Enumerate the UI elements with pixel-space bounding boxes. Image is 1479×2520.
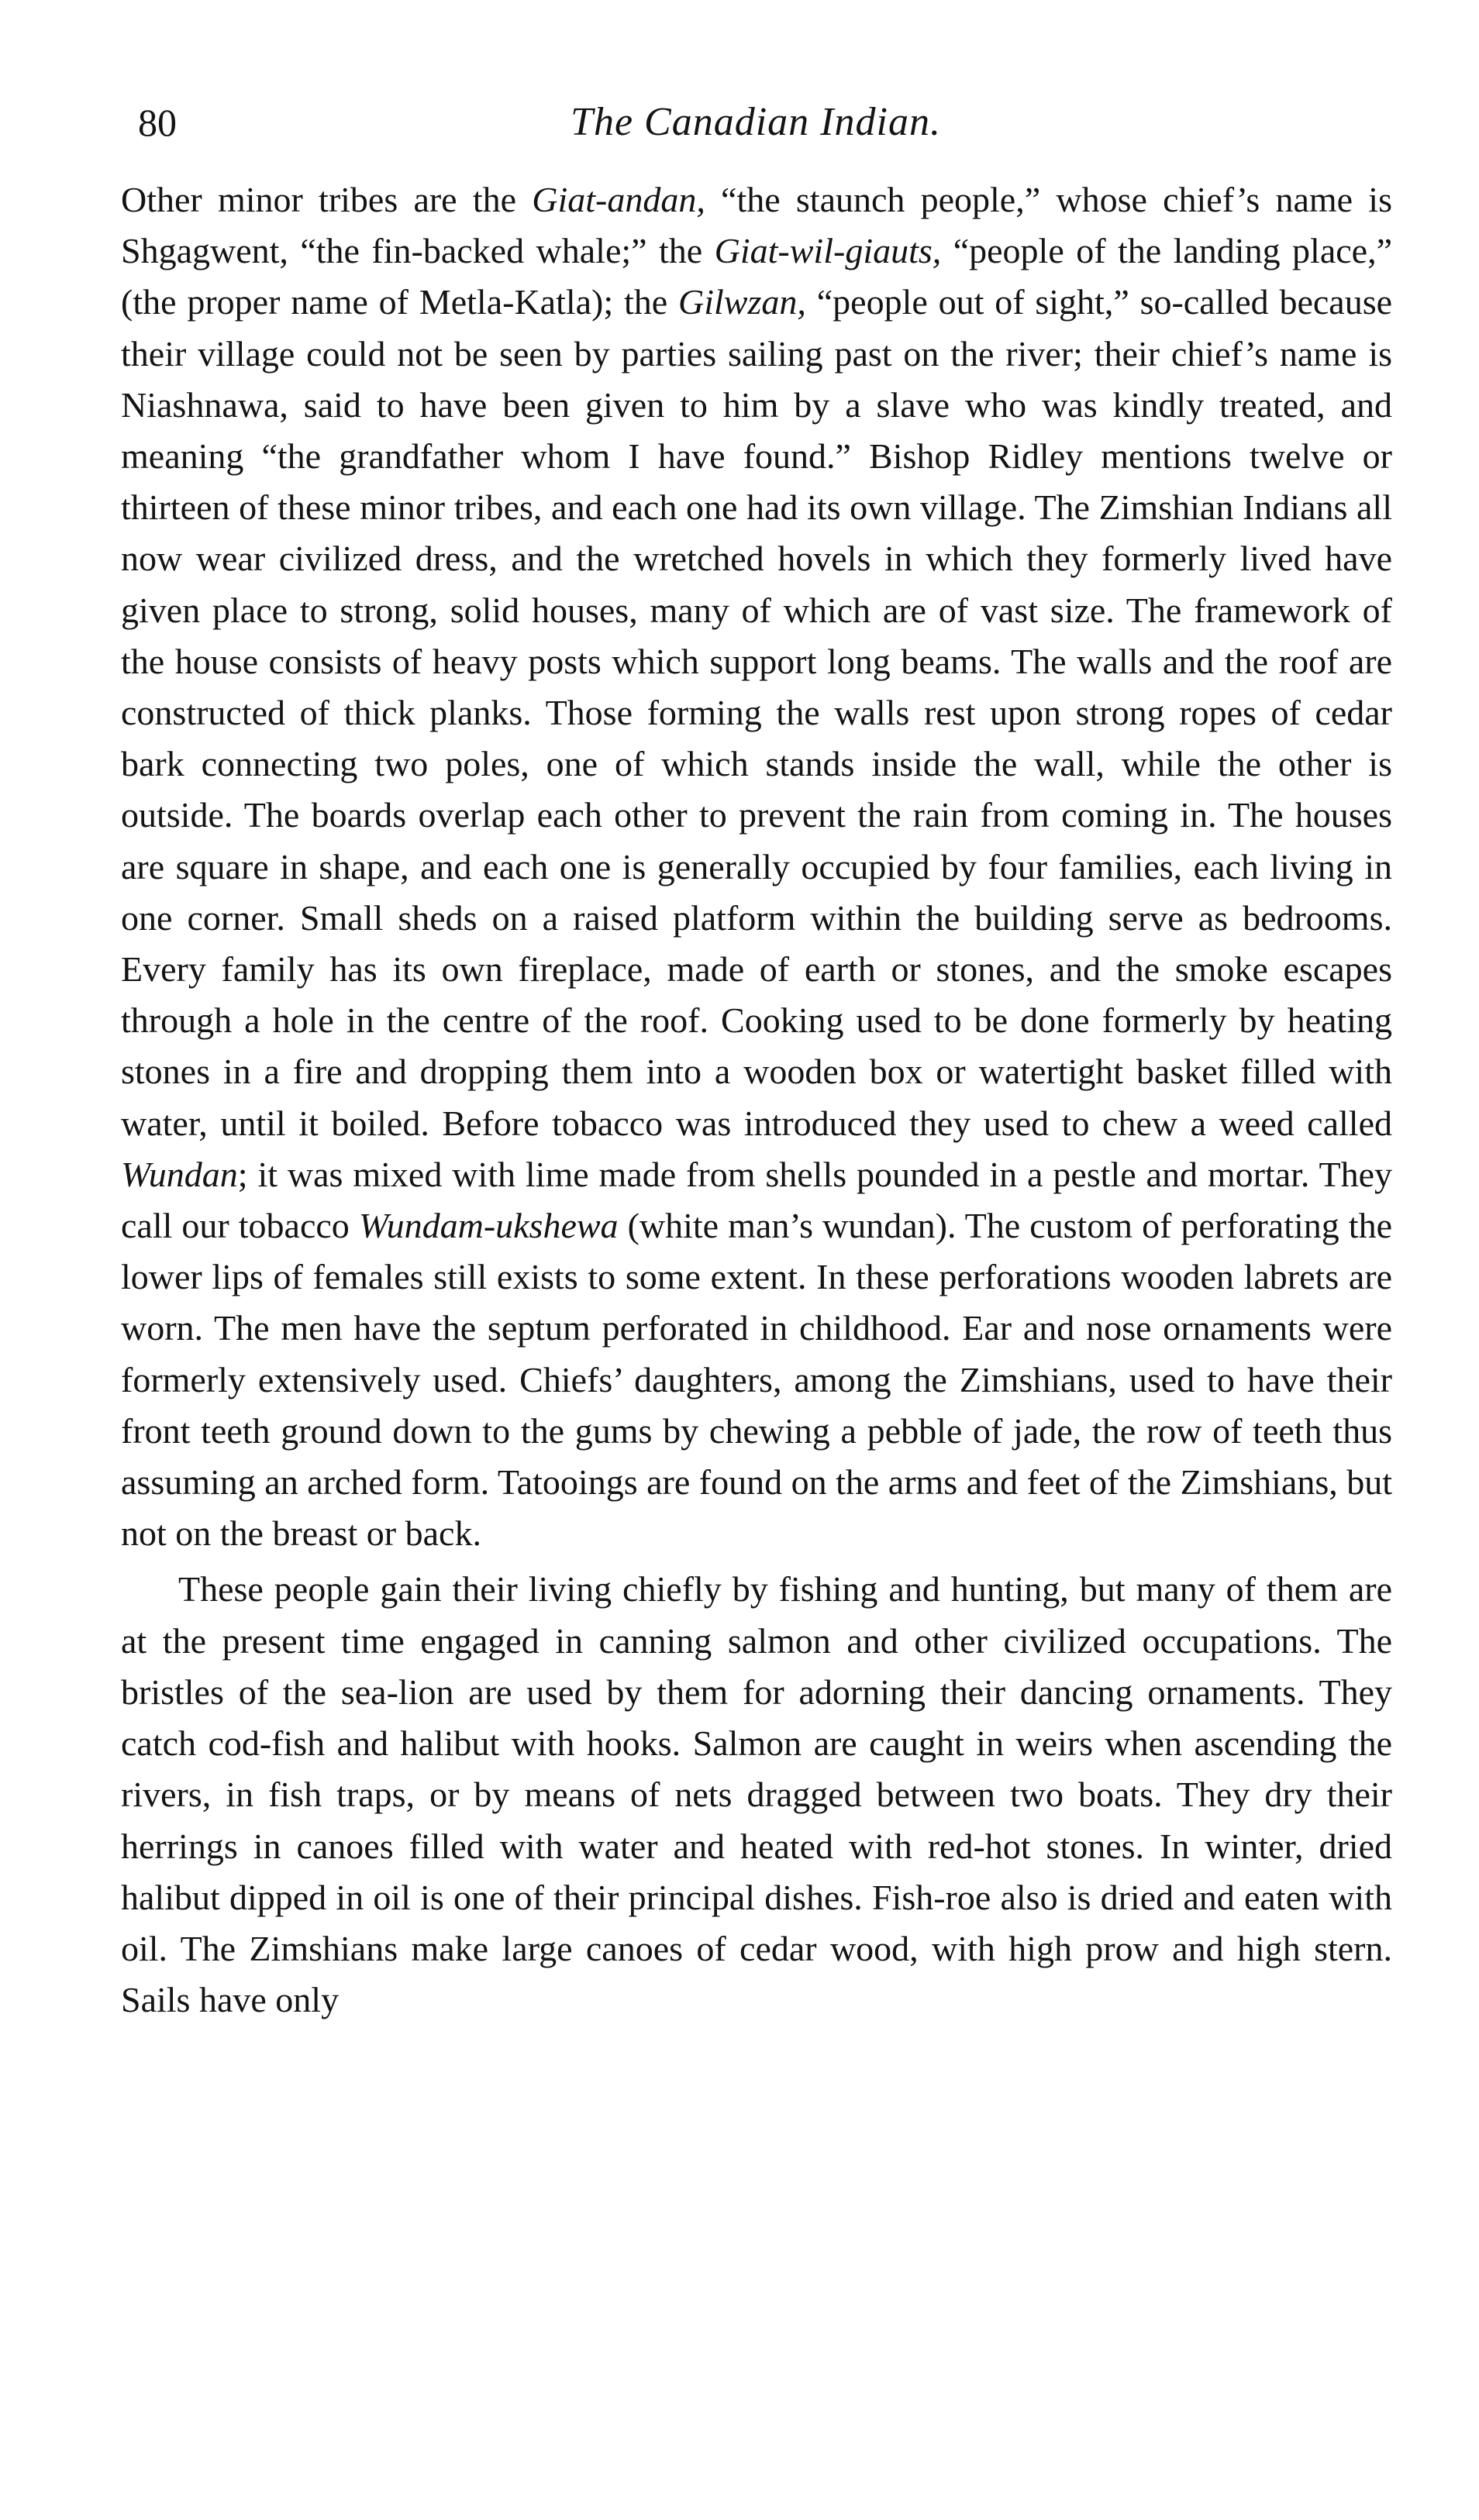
term-wundam-ukshewa: Wundam-ukshewa xyxy=(358,1206,619,1246)
text-segment: ; it was mixed with lime made from shells pounded in a pestle and mortar. They call our tobacco xyxy=(121,1154,1392,1246)
text-segment: “people out of sight,” so-called because their village could not be seen by parties sailing past on the river; their chief’s name is Niashnawa, said to have been given to him by a slave who was kindly treated, and meaning “the grandfather whom I have found.” Bishop Ridley mentions twelve or thirteen of these minor tribes, and each one had its own village. The Zimshian Indians all now wear civilized dress, and the wretched hovels in which they formerly lived have given place to strong, solid houses, many of which are of vast size. The framework of the house consists of heavy posts which support long beams. The walls and the roof are constructed of thick planks. Those forming the walls rest upon strong ropes of cedar bark connecting two poles, one of which stands inside the wall, while the other is outside. The boards overlap each other to prevent the rain from coming in. The houses are square in shape, and each one is generally occupied by four families, each living in one corner. Small sheds on a raised platform within the building serve as bedrooms. Every family has its own fireplace, made of earth or stones, and the smoke escapes through a hole in the centre of the roof. Cooking used to be done formerly by heating stones in a fire and dropping them into a wooden box or watertight basket filled with water, until it boiled. Before tobacco was introduced they used to chew a weed called xyxy=(121,282,1393,1143)
running-title: The Canadian Indian. xyxy=(571,100,941,144)
body-text xyxy=(121,174,1392,2026)
text-segment: (white man’s wundan). The custom of perforating the lower lips of females still exists to some extent. In these perforations wooden labrets are worn. The men have the septum perforated in childhood. Ear and nose ornaments were formerly extensively used. Chiefs’ daughters, among the Zimshians, used to have their front teeth ground down to the gums by chewing a pebble of jade, the row of teeth thus assuming an arched form. Tatooings are found on the arms and feet of the Zimshians, but not on the breast or back. xyxy=(121,1206,1393,1554)
tribe-name-giat-wil-giauts: Giat-wil-giauts, xyxy=(714,231,942,271)
page-number: 80 xyxy=(138,101,177,144)
tribe-name-gilwzan: Gilwzan, xyxy=(678,282,806,322)
tribe-name-giat-andan: Giat-andan, xyxy=(532,180,705,219)
text-segment: “the staunch people,” whose chief’s name is Shgagwent, “the fin-backed whale;” the xyxy=(121,180,1392,271)
paragraph-2 xyxy=(121,1564,1392,2026)
text-segment: “people of the landing place,” (the proper name of Metla-Katla); the xyxy=(121,231,1392,322)
text-segment: Other minor tribes are the xyxy=(121,180,533,219)
running-head xyxy=(116,91,1395,153)
term-wundan: Wundan xyxy=(121,1154,238,1194)
text-segment: These people gain their living chiefly by fishing and hunting, but many of them are at the present time engaged in canning salmon and other civilized occupations. The bristles of the sea-lion are used by them for adorning their dancing ornaments. They catch cod-fish and halibut with hooks. Salmon are caught in weirs when ascending the rivers, in fish traps, or by means of nets dragged between two boats. They dry their herrings in canoes filled with water and heated with red-hot stones. In winter, dried halibut dipped in oil is one of their principal dishes. Fish-roe also is dried and eaten with oil. The Zimshians make large canoes of cedar wood, with high prow and high stern. Sails have only xyxy=(121,1569,1392,2020)
paragraph-1 xyxy=(121,174,1392,1559)
